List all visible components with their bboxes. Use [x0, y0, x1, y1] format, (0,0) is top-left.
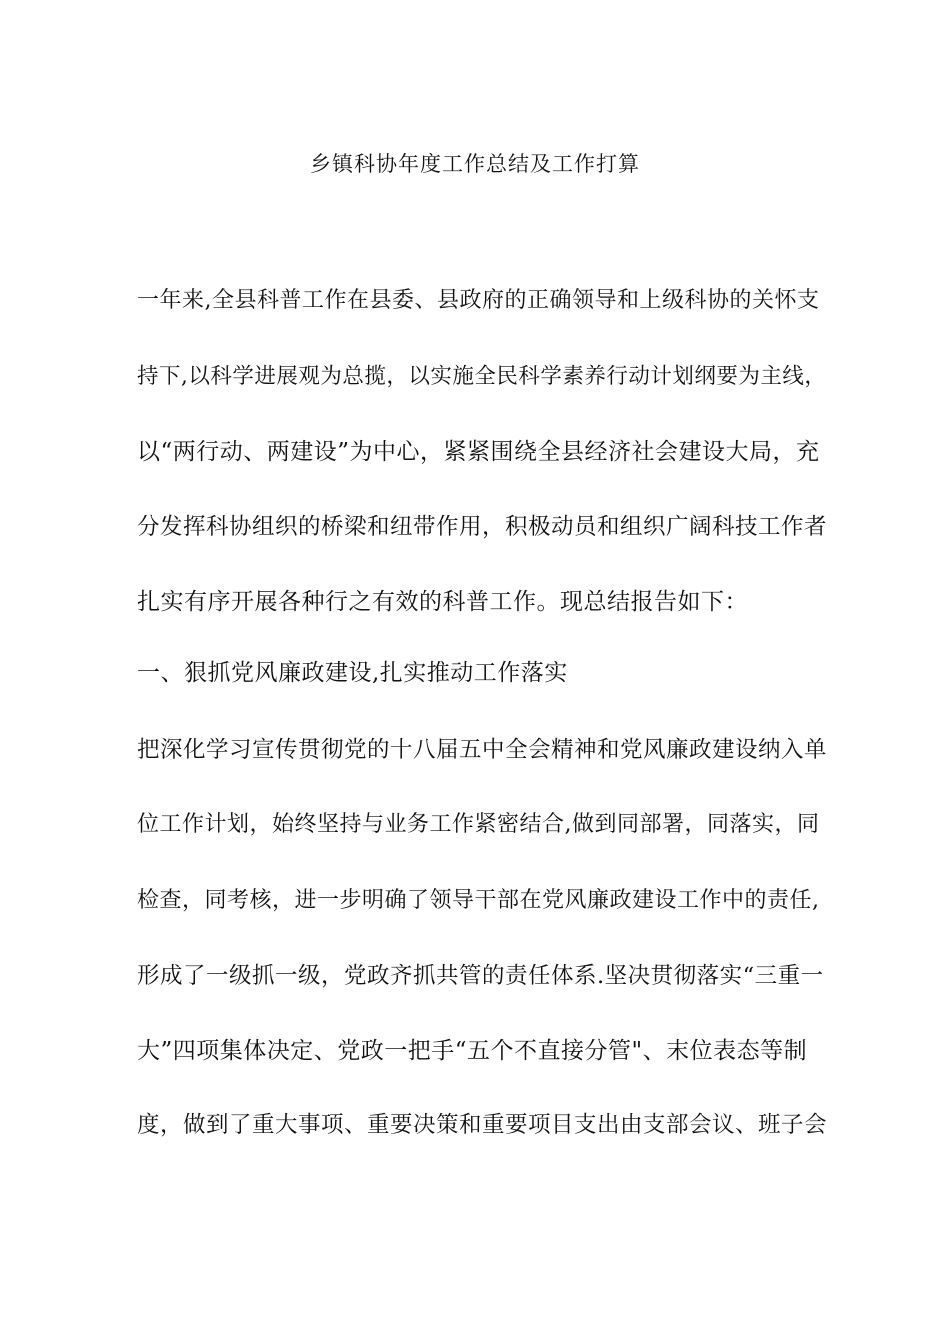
- body-line-11: 度，做到了重大事项、重要决策和重要项目支出由支部会议、班子会: [137, 1112, 828, 1138]
- body-line-10: 大”四项集体决定、党政一把手“五个不直接分管"、末位表态等制: [137, 1038, 808, 1064]
- body-line-2: 持下,以科学进展观为总揽，以实施全民科学素养行动计划纲要为主线，: [137, 364, 827, 389]
- body-line-8: 检查，同考核，进一步明确了领导干部在党风廉政建设工作中的责任,: [137, 888, 820, 913]
- section-heading-1: 一、狠抓党风廉政建设,扎实推动工作落实: [137, 660, 568, 686]
- body-line-4: 分发挥科协组织的桥梁和纽带作用，积极动员和组织广阔科技工作者: [137, 514, 828, 540]
- body-line-7: 位工作计划，始终坚持与业务工作紧密结合,做到同部署，同落实，同: [137, 812, 820, 837]
- body-line-5: 扎实有序开展各种行之有效的科普工作。现总结报告如下：: [137, 589, 748, 615]
- body-line-1: 一年来,全县科普工作在县委、县政府的正确领导和上级科协的关怀支: [137, 288, 820, 313]
- body-line-6: 把深化学习宣传贯彻党的十八届五中全会精神和党风廉政建设纳入单: [137, 737, 828, 763]
- document-title: 乡镇科协年度工作总结及工作打算: [310, 152, 640, 176]
- body-line-9: 形成了一级抓一级，党政齐抓共管的责任体系.坚决贯彻落实“三重一: [137, 963, 824, 989]
- body-line-3: 以“两行动、两建设”为中心，紧紧围绕全县经济社会建设大局，充: [137, 439, 820, 465]
